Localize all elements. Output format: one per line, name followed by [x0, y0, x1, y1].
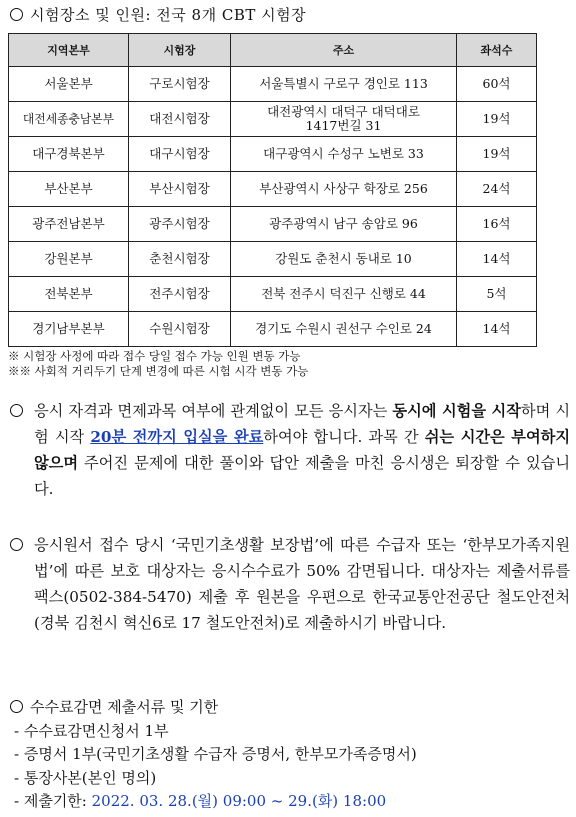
rules-text-4: 주어진 문제에 대한 풀이와 답안 제출을 마친 응시생은 퇴장할 수 있습니다. [34, 454, 570, 498]
deadline-value: 2022. 03. 28.(월) 09:00 ~ 29.(화) 18:00 [91, 792, 387, 810]
table-row [9, 277, 537, 312]
cell-region: 광주전남본부 [9, 207, 129, 242]
header-region: 지역본부 [9, 34, 129, 67]
cell-region: 전북본부 [9, 277, 129, 312]
rules-text-1: 응시 자격과 면제과목 여부에 관계없이 모든 응시자는 [34, 402, 393, 420]
cell-address: 경기도 수원시 권선구 수인로 24 [231, 312, 457, 347]
cell-seats: 14석 [457, 242, 537, 277]
list-item: - 증명서 1부(국민기초생활 수급자 증명서, 한부모가족증명서) [14, 745, 417, 763]
circle-bullet-icon [10, 8, 23, 21]
table-row [9, 312, 537, 347]
deadline-item [10, 790, 417, 814]
cell-region: 강원본부 [9, 242, 129, 277]
rules-text-2: 하며 시험 시작 [34, 402, 571, 446]
cell-venue: 수원시험장 [129, 312, 231, 347]
paragraph-exam-rules [10, 398, 570, 502]
cell-venue: 광주시험장 [129, 207, 231, 242]
cell-address: 대구광역시 수성구 노변로 33 [231, 137, 457, 172]
cell-venue: 춘천시험장 [129, 242, 231, 277]
venue-table [8, 33, 537, 347]
rules-bold-simultaneous: 동시에 시험을 시작 [392, 402, 521, 420]
cell-venue: 대전시험장 [129, 102, 231, 137]
cell-address: 강원도 춘천시 동내로 10 [231, 242, 457, 277]
list-item: - 통장사본(본인 명의) [14, 768, 157, 787]
fee-documents-title [10, 696, 417, 720]
section-title-text: 시험장소 및 인원: 전국 8개 CBT 시험장 [30, 6, 307, 24]
note-line: ※※ 사회적 거리두기 단계 변경에 따른 시험 시각 변동 가능 [8, 364, 309, 378]
cell-region: 대구경북본부 [9, 137, 129, 172]
cell-address: 서울특별시 구로구 경인로 113 [231, 67, 457, 102]
cell-venue: 부산시험장 [129, 172, 231, 207]
note-line: ※ 시험장 사정에 따라 접수 당일 접수 가능 인원 변동 가능 [8, 349, 301, 363]
table-row [9, 242, 537, 277]
fee-documents-section [10, 696, 417, 814]
cell-seats: 24석 [457, 172, 537, 207]
cell-seats: 19석 [457, 137, 537, 172]
fee-reduction-text: 응시원서 접수 당시 ‘국민기초생활 보장법’에 따른 수급자 또는 ‘한부모가족지원법’에 따른 보호 대상자는 응시수수료가 50% 감면됩니다. 대상자는 제출서류를 팩스(0502-384-5470) 제출 후 원본을 우편으로 한국교통안전공단 철도안전처(경북 김천시 혁신6로 17 철도안전처)로 제출하시기 바랍니다. [34, 536, 570, 632]
cell-venue: 구로시험장 [129, 67, 231, 102]
header-address: 주소 [231, 34, 457, 67]
table-header-row [9, 34, 537, 67]
cell-region: 경기남부본부 [9, 312, 129, 347]
cell-venue: 대구시험장 [129, 137, 231, 172]
cell-region: 부산본부 [9, 172, 129, 207]
rules-bold-no-break: 쉬는 시간은 부여하지 않으며 [34, 428, 570, 472]
list-item: - 수수료감면신청서 1부 [14, 721, 169, 740]
fee-documents-title-text: 수수료감면 제출서류 및 기한 [30, 698, 219, 716]
circle-bullet-icon [10, 538, 23, 551]
cell-seats: 60석 [457, 67, 537, 102]
cell-seats: 5석 [457, 277, 537, 312]
cell-seats: 16석 [457, 207, 537, 242]
circle-bullet-icon [10, 700, 23, 713]
table-row [9, 137, 537, 172]
table-row [9, 102, 537, 137]
table-row [9, 207, 537, 242]
deadline-label: - 제출기한: [14, 792, 92, 810]
cell-address: 대전광역시 대덕구 대덕대로 1417번길 31 [231, 102, 457, 137]
cell-seats: 19석 [457, 102, 537, 137]
cell-venue: 전주시험장 [129, 277, 231, 312]
cell-region: 서울본부 [9, 67, 129, 102]
table-notes [8, 349, 308, 379]
cell-address: 광주광역시 남구 송암로 96 [231, 207, 457, 242]
cell-seats: 14석 [457, 312, 537, 347]
circle-bullet-icon [10, 404, 23, 417]
section-title-venue [10, 4, 306, 25]
cell-region: 대전세종충남본부 [9, 102, 129, 137]
paragraph-fee-reduction [10, 532, 570, 636]
rules-highlight-entry-time: 20분 전까지 입실을 완료 [90, 428, 264, 446]
cell-address: 전북 전주시 덕진구 신행로 44 [231, 277, 457, 312]
cell-address: 부산광역시 사상구 학장로 256 [231, 172, 457, 207]
rules-text-3: 하여야 합니다. 과목 간 [263, 428, 425, 446]
header-venue: 시험장 [129, 34, 231, 67]
table-row [9, 67, 537, 102]
header-seats: 좌석수 [457, 34, 537, 67]
table-row [9, 172, 537, 207]
